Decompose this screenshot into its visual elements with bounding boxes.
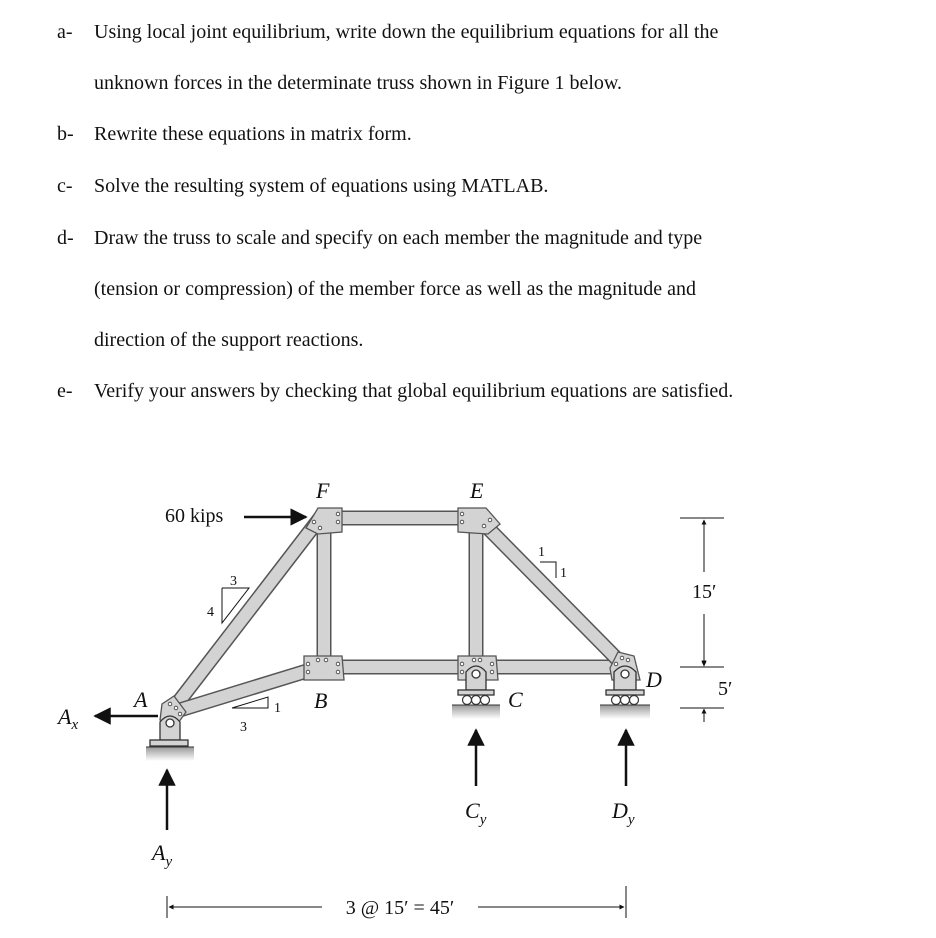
dimension-upper-label: 15′ — [692, 581, 717, 603]
joint-label-a: A — [134, 687, 148, 712]
question-a-line-1: Using local joint equilibrium, write down the equilibrium equations for all the — [94, 21, 719, 43]
joint-label-f: F — [316, 478, 330, 503]
question-c-line-1: Solve the resulting system of equations using MATLAB. — [94, 175, 549, 197]
slope-af-rise: 4 — [207, 605, 214, 620]
slope-ab-rise: 1 — [274, 701, 281, 716]
reaction-ax-main: A — [58, 704, 72, 729]
reaction-dy-sub: y — [627, 812, 635, 828]
reaction-ay-main: A — [152, 840, 166, 865]
dimension-span-label: 3 @ 15′ = 45′ — [345, 897, 455, 919]
svg-text:Ax — [56, 704, 78, 733]
question-d-line-2: (tension or compression) of the member force as well as the magnitude and — [94, 278, 697, 300]
svg-text:Dy — [611, 798, 635, 828]
members — [170, 518, 625, 713]
slope-ed-b: 1 — [560, 566, 567, 581]
joint-label-e: E — [470, 478, 484, 503]
joint-label-d: D — [646, 667, 662, 692]
slope-triangle-ab — [232, 697, 281, 735]
dimension-span — [167, 886, 626, 919]
reaction-dy — [611, 730, 635, 828]
load-label: 60 kips — [165, 505, 224, 527]
slope-ed-a: 1 — [538, 545, 545, 560]
reaction-ay-sub: y — [165, 854, 173, 870]
question-e-label: e- — [57, 380, 73, 402]
reaction-cy — [465, 730, 487, 828]
question-d-label: d- — [57, 227, 74, 249]
question-c-label: c- — [57, 175, 73, 197]
pin-support-a — [146, 716, 194, 761]
reaction-cy-main: C — [465, 798, 480, 823]
reaction-ax-sub: x — [71, 717, 79, 733]
joint-label-b: B — [314, 688, 328, 713]
reaction-dy-main: D — [612, 798, 628, 823]
reaction-cy-sub: y — [479, 812, 487, 828]
load-60-kips — [165, 505, 306, 527]
reaction-ay — [150, 770, 172, 870]
question-a-line-2: unknown forces in the determinate truss shown in Figure 1 below. — [94, 72, 623, 94]
question-b-label: b- — [57, 123, 74, 145]
member-ed — [478, 518, 625, 667]
question-d-line-3: direction of the support reactions. — [94, 329, 364, 351]
slope-af-run: 3 — [230, 574, 237, 589]
question-b-line-1: Rewrite these equations in matrix form. — [94, 123, 412, 145]
dimension-height — [680, 518, 732, 722]
question-e-line-1: Verify your answers by checking that global equilibrium equations are satisfied. — [94, 380, 734, 402]
slope-ab-run: 3 — [240, 720, 247, 735]
question-a-label: a- — [57, 21, 73, 43]
dimension-lower-label: 5′ — [718, 678, 733, 700]
svg-text:Cy — [465, 798, 487, 828]
svg-text:Ay — [150, 840, 172, 870]
joint-label-c: C — [508, 687, 523, 712]
question-d-line-1: Draw the truss to scale and specify on each member the magnitude and type — [94, 227, 703, 249]
